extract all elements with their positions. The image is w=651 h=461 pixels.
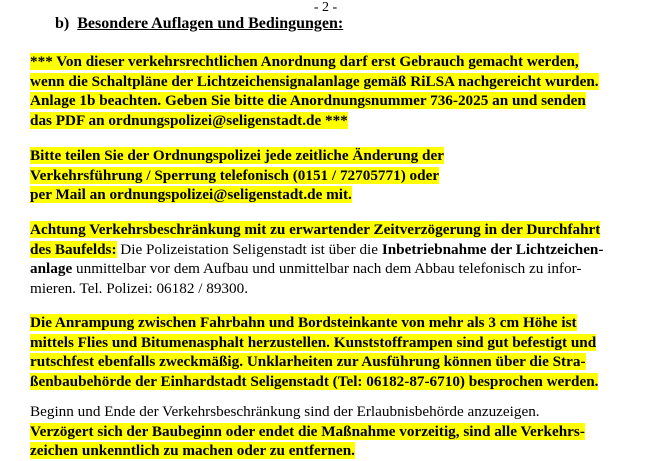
paragraph-ramp-instructions xyxy=(30,313,640,392)
text-line: rutschfest ebenfalls zweckmäßig. Unklarheiten zur Ausführung können über die Stra- xyxy=(30,353,586,371)
text-line: *** Von dieser verkehrsrechtlichen Anordnung darf erst Gebrauch gemacht werden, xyxy=(30,53,579,70)
text-line: ßenbaubehörde der Einhardstadt Seligenstadt (Tel: 06182-87-6710) besprochen werden. xyxy=(30,373,599,391)
text-line: Achtung Verkehrsbeschränkung mit zu erwartender Zeitverzögerung in der Durchfahrt xyxy=(30,221,601,238)
text-line: per Mail an ordnungspolizei@seligenstadt.de mit. xyxy=(30,186,352,204)
text-line: Verzögert sich der Baubeginn oder endet die Maßnahme vorzeitig, sind alle Verkehrs- xyxy=(30,422,585,440)
text-line: wenn die Schaltpläne der Lichtzeichensignalanlage gemäß RiLSA nachgereicht wurden. xyxy=(30,72,599,90)
text-line: Verkehrsführung / Sperrung telefonisch (0151 / 72705771) oder xyxy=(30,166,440,184)
section-title: Besondere Auflagen und Bedingungen: xyxy=(77,15,344,32)
section-marker: b) xyxy=(55,15,70,32)
text-line: Die Anrampung zwischen Fahrbahn und Bordsteinkante von mehr als 3 cm Höhe ist xyxy=(30,314,577,331)
paragraph-notify-changes xyxy=(30,146,640,205)
text-line: Bitte teilen Sie der Ordnungspolizei jede zeitliche Änderung der xyxy=(30,147,444,164)
page-number: - 2 - xyxy=(313,0,338,15)
paragraph-release-condition xyxy=(30,52,640,131)
text-line: Anlage 1b beachten. Geben Sie bitte die Anordnungsnummer 736-2025 an und senden xyxy=(30,92,586,110)
text-run: unmittelbar vor dem Aufbau und unmittelbar nach dem Abbau telefonisch zu infor- xyxy=(72,260,582,278)
text-line: mittels Flies und Bitumenasphalt herzustellen. Kunststofframpen sind gut befestigt und xyxy=(30,333,597,351)
text-line: das PDF an ordnungspolizei@seligenstadt.de *** xyxy=(30,112,348,130)
section-heading xyxy=(55,14,343,34)
bold-text: anlage xyxy=(30,260,73,278)
text-line: mieren. Tel. Polizei: 06182 / 89300. xyxy=(30,280,249,298)
text-line: zeichen unkenntlich zu machen oder zu entfernen. xyxy=(30,442,355,460)
paragraph-traffic-warning xyxy=(30,220,640,299)
text-run: Die Polizeistation Seligenstadt ist über die xyxy=(116,240,382,258)
highlighted-text: des Baufelds: xyxy=(30,240,117,258)
paragraph-start-end-notice xyxy=(30,402,640,461)
text-line: Beginn und Ende der Verkehrsbeschränkung sind der Erlaubnisbehörde anzuzeigen. xyxy=(30,403,540,420)
bold-text: Inbetriebnahme der Lichtzeichen- xyxy=(381,240,604,258)
